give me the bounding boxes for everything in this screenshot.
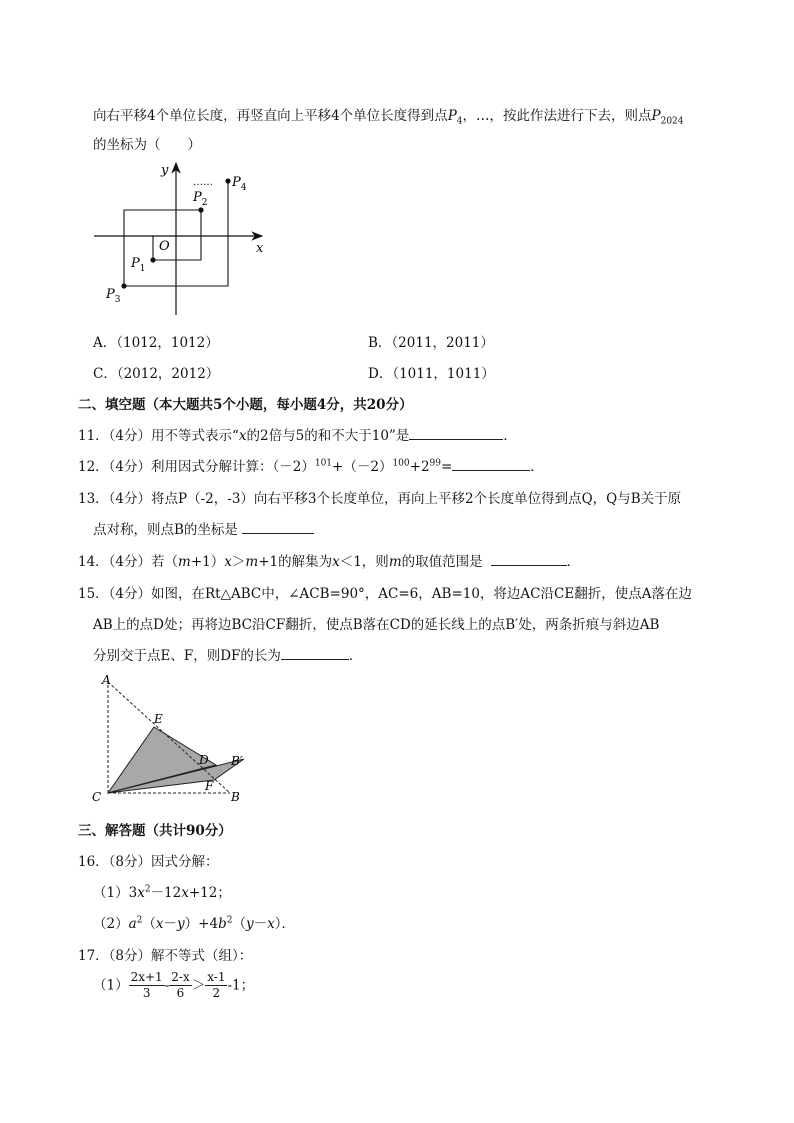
point-p4 — [225, 178, 230, 183]
point-p3 — [121, 283, 126, 288]
q14: 14．（4分）若（m+1）x＞m+1的解集为x＜1，则m的取值范围是 ． — [78, 550, 580, 570]
fraction-1: $\frac{2x+1}{3}$ — [130, 970, 163, 1000]
label-c: C — [92, 790, 102, 804]
section2-title: 二、填空题（本大题共5个小题，每小题4分，共20分） — [78, 397, 413, 413]
fraction-2: $\frac{2-x}{6}$ — [171, 970, 190, 1000]
q15-fold-figure — [88, 670, 258, 808]
x-axis-label: x — [256, 241, 264, 256]
label-b: B — [231, 790, 240, 804]
q12: 12．（4分）利用因式分解计算：$(-2)^{101}+(-2)^{100}+2^{99}=$ ． — [78, 455, 544, 475]
fraction-3: $\frac{x-1}{2}$ — [207, 970, 226, 1000]
section3-title: 三、解答题（共计90分） — [78, 823, 232, 839]
q17-part1: （1） $\frac{2x+1}{3}$ - $\frac{2-x}{6}$ ＞ $\frac{x-1}{2}$ -1； — [93, 970, 255, 1000]
q10-option-c[interactable]: C．（2012，2012） — [93, 366, 220, 382]
label-b-prime: B′ — [231, 754, 243, 768]
point-p2 — [198, 207, 203, 212]
q10-line1: 向右平移4个单位长度，再竖直向上平移4个单位长度得到点$P_4$，…，按此作法进行下去，则点$P_{2024}$ — [93, 108, 684, 127]
p3-label: $P_3$ — [106, 287, 121, 305]
q11: 11．（4分）用不等式表示“x的2倍与5的和不大于10”是 ． — [78, 424, 517, 444]
q16-part1: $(1)3x^2-12x+12$； — [93, 884, 231, 901]
q13-answer-blank[interactable] — [242, 519, 314, 534]
point-p1 — [150, 257, 155, 262]
q10-line2: 的坐标为（ ） — [93, 137, 201, 153]
label-a: A — [102, 673, 111, 687]
q13-line2: 点对称，则点B的坐标是 — [93, 518, 314, 538]
p4-label: $P_4$ — [232, 175, 247, 193]
q11-answer-blank[interactable] — [409, 425, 503, 440]
origin-label: O — [159, 239, 170, 254]
q15-line1: 15．（4分）如图，在Rt△ABC中，∠ACB=90°，AC=6，AB=10，将边AC沿CE翻折，使点A落在边 — [78, 586, 692, 602]
q15-line2: AB上的点D处；再将边BC沿CF翻折，使点B落在CD的延长线上的点B′处，两条折痕与斜边AB — [93, 617, 660, 633]
p4-ref: P — [447, 108, 457, 124]
y-axis-label: y — [161, 163, 169, 178]
q16-head: 16．（8分）因式分解： — [78, 854, 219, 870]
p1-label: $P_1$ — [131, 256, 146, 274]
q14-answer-blank[interactable] — [491, 551, 567, 566]
q17-head: 17．（8分）解不等式（组）： — [78, 948, 253, 964]
label-e: E — [154, 712, 163, 726]
q10-option-d[interactable]: D．（1011，1011） — [368, 366, 495, 382]
q15-answer-blank[interactable] — [281, 645, 349, 660]
label-d: D — [199, 753, 209, 767]
ellipsis-dots: …… — [193, 177, 213, 188]
p2-label: $P_2$ — [193, 190, 208, 208]
q12-answer-blank[interactable] — [452, 456, 530, 471]
p2024-ref: P — [651, 108, 661, 124]
q13-line1: 13．（4分）将点P（-2，-3）向右平移3个长度单位，再向上平移2个长度单位得到点Q，Q与B关于原 — [78, 491, 682, 507]
q15-line3: 分别交于点E、F，则DF的长为 ． — [93, 644, 362, 664]
q10-option-a[interactable]: A．（1012，1012） — [93, 335, 219, 351]
label-f: F — [205, 779, 214, 793]
q10-spiral-figure — [90, 155, 280, 325]
q16-part2: $(2)a^2(x-y)+4b^2(y-x)$． — [93, 915, 295, 932]
q10-option-b[interactable]: B．（2011，2011） — [368, 335, 494, 351]
